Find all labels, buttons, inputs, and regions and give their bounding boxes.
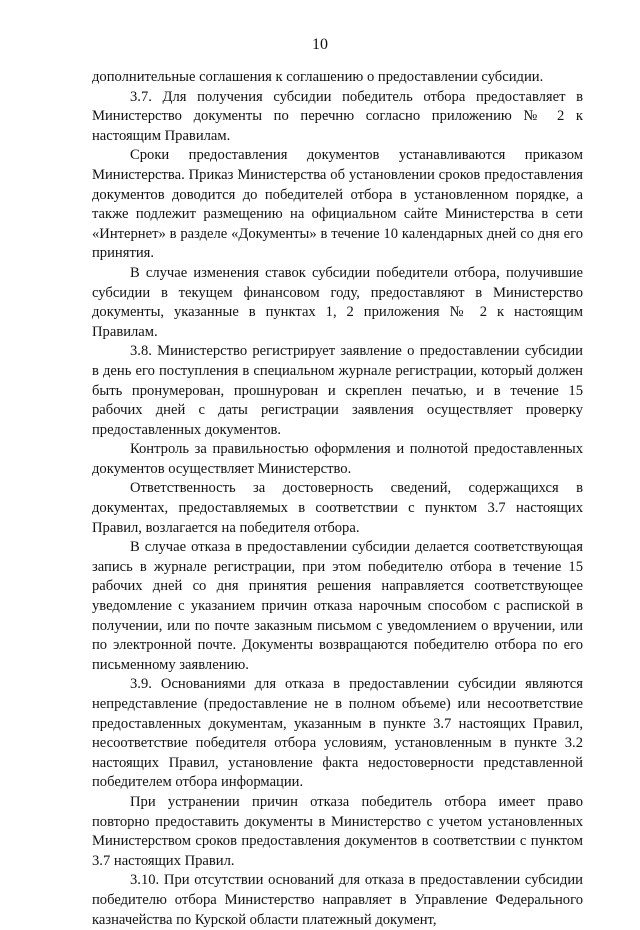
paragraph-responsibility: Ответственность за достоверность сведений, содержащихся в документах, предоставляемых в соответствии с пунктом 3.7 настоящих Правил, возлагается на победителя отбора. bbox=[92, 480, 583, 536]
paragraph-control: Контроль за правильностью оформления и полнотой предоставленных документов осуществляет Министерство. bbox=[92, 441, 583, 477]
paragraph-refusal-notice: В случае отказа в предоставлении субсидии делается соответствующая запись в журнале регистрации, при этом победителю отбора в течение 15 рабочих дней со дня принятия решения направляется соответствующее уведомление с указанием причин отказа нарочным способом с распиской в получении, или по почте заказным письмом с уведомлением о вручении, или по электронной почте. Документы возвращаются победителю отбора по его письменному заявлению. bbox=[92, 539, 583, 673]
paragraph-3-8: 3.8. Министерство регистрирует заявление о предоставлении субсидии в день его поступления в специальном журнале регистрации, который должен быть пронумерован, прошнурован и скреплен печатью, и в течение 15 рабочих дней с даты регистрации заявления осуществляет проверку предоставленных документов. bbox=[92, 343, 583, 438]
paragraph-document-deadlines: Сроки предоставления документов устанавливаются приказом Министерства. Приказ Министерства об установлении сроков предоставления документов доводится до победителей отбора в установленном порядке, а также подлежит размещению на официальном сайте Министерства в сети «Интернет» в разделе «Документы» в течение 10 календарных дней со дня его принятия. bbox=[92, 147, 583, 262]
document-body bbox=[92, 68, 583, 930]
paragraph-3-10: 3.10. При отсутствии оснований для отказа в предоставлении субсидии победителю отбора Министерство направляет в Управление Федерального казначейства по Курской области платежный документ, bbox=[92, 872, 583, 928]
paragraph-3-7: 3.7. Для получения субсидии победитель отбора предоставляет в Министерство документы по перечню согласно приложению № 2 к настоящим Правилам. bbox=[92, 88, 583, 144]
paragraph-continuation: дополнительные соглашения к соглашению о предоставлении субсидии. bbox=[92, 69, 544, 85]
paragraph-resubmission: При устранении причин отказа победитель отбора имеет право повторно предоставить документы в Министерство с учетом установленных Министерством сроков предоставления документов в соответствии с пунктом 3.7 настоящих Правил. bbox=[92, 793, 583, 869]
paragraph-rate-change: В случае изменения ставок субсидии победители отбора, получившие субсидии в текущем финансовом году, предоставляют в Министерство документы, указанные в пунктах 1, 2 приложения № 2 к настоящим Правилам. bbox=[92, 264, 583, 340]
page-number: 10 bbox=[312, 36, 328, 53]
paragraph-3-9: 3.9. Основаниями для отказа в предоставлении субсидии являются непредставление (предоставление не в полном объеме) или несоответствие предоставленных документам, указанным в пункте 3.7 настоящих Правил, несоответствие победителя отбора условиям, установленным в пункте 3.2 настоящих Правил, установление факта недостоверности представленной победителем отбора информации. bbox=[92, 676, 583, 791]
